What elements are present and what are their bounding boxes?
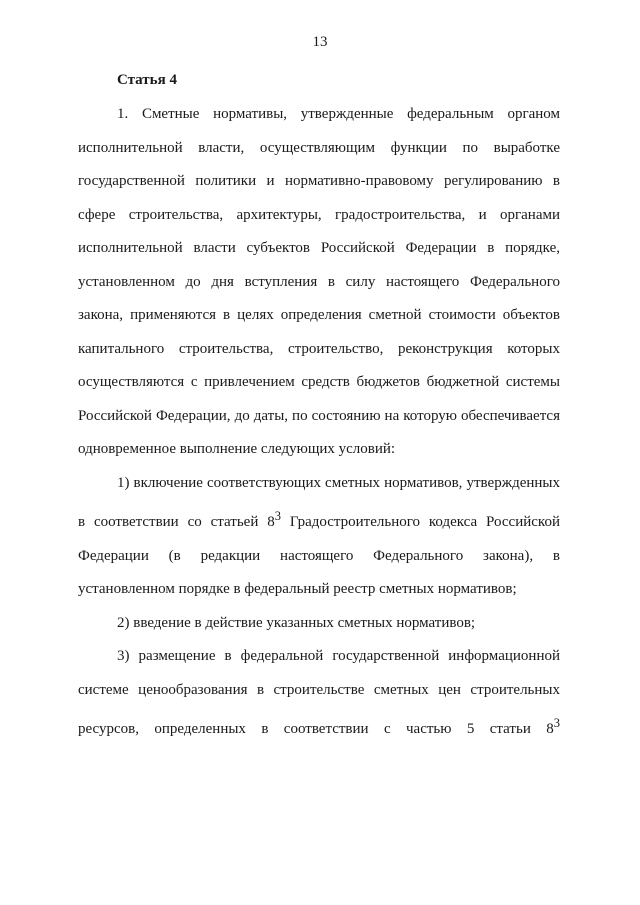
page-number: 13 xyxy=(312,34,328,50)
article-body xyxy=(78,98,560,747)
paragraph-item-2: 2) введение в действие указанных сметных нормативов; xyxy=(117,614,476,631)
superscript: 3 xyxy=(553,716,560,730)
article-heading: Статья 4 xyxy=(117,72,177,88)
paragraph-item-1-before: 1) включение соответствующих сметных нормативов, утвержденных в соответствии со статьей 8 xyxy=(78,474,560,530)
paragraph-item-3 xyxy=(78,640,560,747)
paragraph-item-3-before: 3) размещение в федеральной государственной информационной системе ценообразования в строительстве сметных цен строительных ресурсов, определенных в соответствии с частью 5 статьи 8 xyxy=(78,648,560,737)
paragraph-item-1 xyxy=(78,467,560,607)
paragraph-item-1-after: Градостроительного кодекса Российской Федерации (в редакции настоящего Федерального закона), в установленном порядке в федеральный реестр сметных нормативов; xyxy=(78,514,560,597)
paragraph-1: 1. Сметные нормативы, утвержденные федеральным органом исполнительной власти, осуществляющим функции по выработке государственной политики и нормативно-правовому регулированию в сфере строительства, архитектуры, градостроительства, и органами исполнительной власти субъектов Российской Федерации в порядке, установленном до дня вступления в силу настоящего Федерального закона, применяются в целях определения сметной стоимости объектов капитального строительства, строительство, реконструкция которых осуществляются с привлечением средств бюджетов бюджетной системы Российской Федерации, до даты, по состоянию на которую обеспечивается одновременное выполнение следующих условий: xyxy=(78,106,560,457)
superscript: 3 xyxy=(274,509,281,523)
